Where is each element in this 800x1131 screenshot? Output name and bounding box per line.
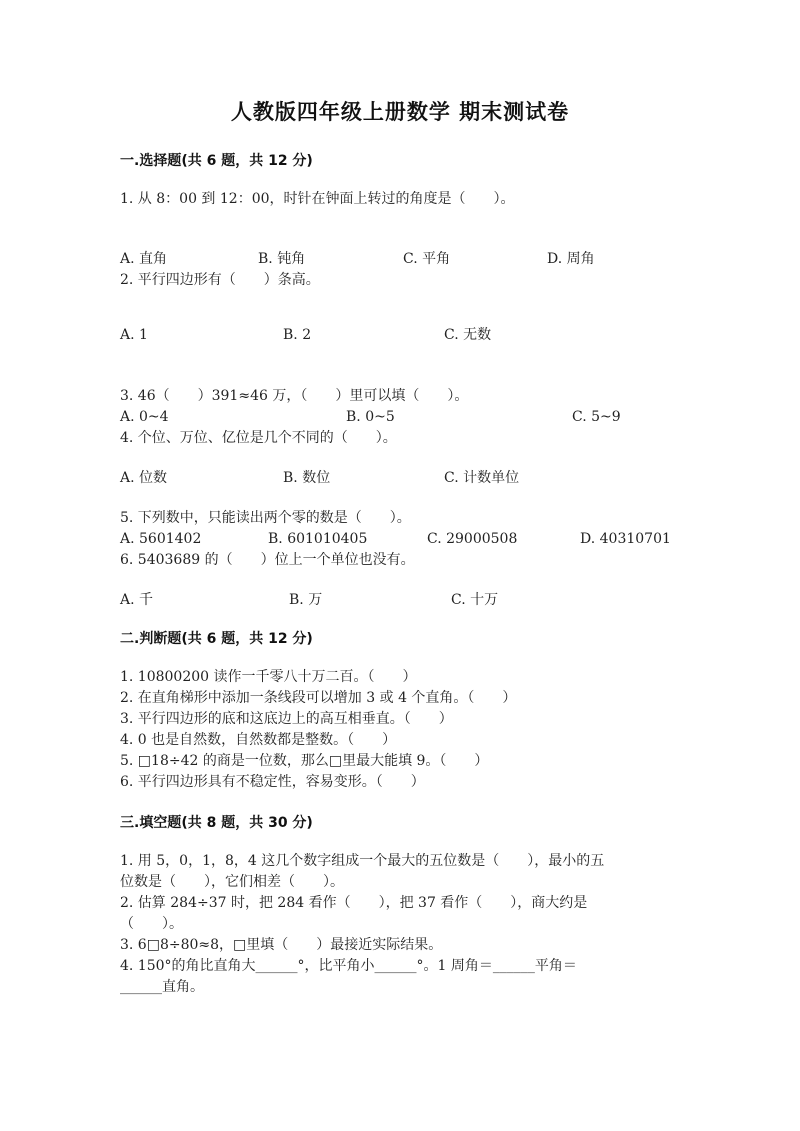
judge-item: 2. 在直角梯形中添加一条线段可以增加 3 或 4 个直角。（ ） [120,690,517,706]
question-stem: 4. 个位、万位、亿位是几个不同的（ ）。 [120,430,397,446]
option: A. 5601402 [120,531,202,547]
fill-line: 1. 用 5，0，1，8，4 这几个数字组成一个最大的五位数是（ ），最小的五 [120,853,605,869]
option: A. 0~4 [120,409,169,425]
question-stem: 6. 5403689 的（ ）位上一个单位也没有。 [120,552,415,568]
option: B. 万 [289,592,323,608]
option: C. 计数单位 [444,470,520,486]
fill-line: 4. 150°的角比直角大______°，比平角小______°。1 周角＝______平角＝ [120,958,577,974]
question-stem: 2. 平行四边形有（ ）条高。 [120,272,320,288]
judge-item: 4. 0 也是自然数，自然数都是整数。（ ） [120,732,397,748]
question-stem: 1. 从 8：00 到 12：00，时针在钟面上转过的角度是（ ）。 [120,191,515,207]
option: C. 十万 [451,592,499,608]
option: C. 29000508 [427,531,518,547]
option: B. 0~5 [346,409,395,425]
option: B. 601010405 [268,531,368,547]
option: A. 位数 [120,470,168,486]
option: D. 周角 [547,251,595,267]
section-heading-choice: 一.选择题(共 6 题，共 12 分) [120,153,313,169]
question-stem: 3. 46（ ）391≈46 万，（ ）里可以填（ ）。 [120,388,469,404]
fill-line: 2. 估算 284÷37 时，把 284 看作（ ），把 37 看作（ ），商大约是 [120,895,588,911]
section-heading-fill: 三.填空题(共 8 题，共 30 分) [120,815,313,831]
question-stem: 5. 下列数中，只能读出两个零的数是（ ）。 [120,510,411,526]
fill-line: 3. 6□8÷80≈8，□里填（ ）最接近实际结果。 [120,937,443,953]
option: C. 5~9 [572,409,621,425]
option: A. 千 [120,592,154,608]
option: C. 无数 [444,327,492,343]
option: D. 40310701 [580,531,671,547]
option: B. 钝角 [258,251,306,267]
judge-item: 5. □18÷42 的商是一位数，那么□里最大能填 9。（ ） [120,753,489,769]
judge-item: 6. 平行四边形具有不稳定性，容易变形。（ ） [120,774,425,790]
option: A. 直角 [120,251,168,267]
option: B. 数位 [283,470,331,486]
fill-line: 位数是（ ），它们相差（ ）。 [120,874,344,890]
option: B. 2 [283,327,312,343]
section-heading-judge: 二.判断题(共 6 题，共 12 分) [120,631,313,647]
option: C. 平角 [403,251,451,267]
fill-line: ______直角。 [120,979,204,995]
judge-item: 3. 平行四边形的底和这底边上的高互相垂直。（ ） [120,711,453,727]
option: A. 1 [120,327,148,343]
judge-item: 1. 10800200 读作一千零八十万二百。（ ） [120,669,417,685]
fill-line: （ ）。 [120,916,183,932]
page-title: 人教版四年级上册数学 期末测试卷 [230,100,570,124]
